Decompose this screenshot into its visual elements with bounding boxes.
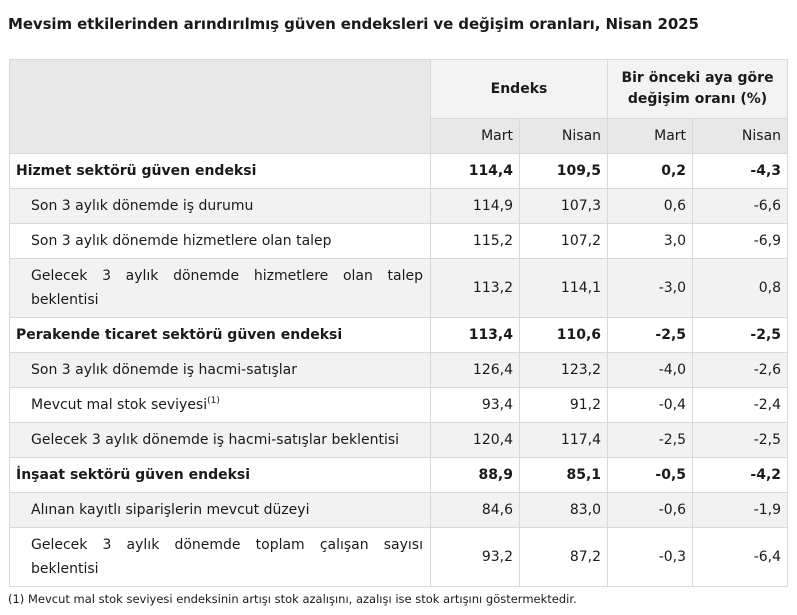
header-change-group: Bir önceki aya göre değişim oranı (%): [608, 60, 788, 119]
table-row-sector: [10, 458, 788, 493]
value-change-nisan: -2,6: [693, 353, 788, 388]
row-label-text: Gelecek 3 aylık dönemde iş hacmi-satışlar beklentisi: [31, 432, 400, 448]
table-row: [10, 388, 788, 423]
value-change-mart: -3,0: [608, 259, 693, 318]
row-label-text: Perakende ticaret sektörü güven endeksi: [16, 327, 343, 343]
row-label: [10, 154, 431, 189]
header-change-mart: Mart: [608, 119, 693, 154]
value-index-mart: 93,4: [431, 388, 520, 423]
value-change-nisan: -6,4: [693, 528, 788, 587]
value-index-nisan: 107,2: [520, 224, 608, 259]
value-change-mart: 3,0: [608, 224, 693, 259]
value-change-nisan: -2,5: [693, 318, 788, 353]
value-index-mart: 88,9: [431, 458, 520, 493]
value-change-nisan: 0,8: [693, 259, 788, 318]
value-change-mart: 0,6: [608, 189, 693, 224]
footnote: (1) Mevcut mal stok seviyesi endeksinin artışı stok azalışını, azalışı ise stok artışını göstermektedir.: [8, 592, 577, 606]
value-index-mart: 115,2: [431, 224, 520, 259]
table-row: [10, 189, 788, 224]
value-index-nisan: 83,0: [520, 493, 608, 528]
value-index-nisan: 87,2: [520, 528, 608, 587]
table-row: [10, 528, 788, 587]
table-row-sector: [10, 318, 788, 353]
value-change-nisan: -1,9: [693, 493, 788, 528]
row-label-text: Son 3 aylık dönemde iş durumu: [31, 198, 254, 214]
value-index-nisan: 109,5: [520, 154, 608, 189]
value-index-mart: 84,6: [431, 493, 520, 528]
row-label-text: Alınan kayıtlı siparişlerin mevcut düzeyi: [31, 502, 310, 518]
value-index-mart: 113,2: [431, 259, 520, 318]
value-change-mart: -2,5: [608, 318, 693, 353]
row-label-text: İnşaat sektörü güven endeksi: [16, 467, 251, 483]
page-title: Mevsim etkilerinden arındırılmış güven endeksleri ve değişim oranları, Nisan 2025: [8, 15, 699, 33]
table-row-sector: [10, 154, 788, 189]
table-row: [10, 224, 788, 259]
row-label: [10, 318, 431, 353]
row-label-text: Son 3 aylık dönemde hizmetlere olan talep: [31, 233, 332, 249]
value-change-nisan: -6,9: [693, 224, 788, 259]
value-change-nisan: -6,6: [693, 189, 788, 224]
value-index-nisan: 91,2: [520, 388, 608, 423]
header-index-group: Endeks: [431, 60, 608, 119]
row-label: [10, 259, 431, 318]
value-change-nisan: -2,4: [693, 388, 788, 423]
table-row: [10, 353, 788, 388]
value-change-mart: -0,6: [608, 493, 693, 528]
value-index-nisan: 107,3: [520, 189, 608, 224]
value-index-mart: 93,2: [431, 528, 520, 587]
value-index-mart: 113,4: [431, 318, 520, 353]
value-index-nisan: 85,1: [520, 458, 608, 493]
header-index-nisan: Nisan: [520, 119, 608, 154]
row-label: [10, 388, 431, 423]
row-label-text: Gelecek 3 aylık dönemde toplam çalışan sayısı beklentisi: [31, 537, 423, 577]
confidence-index-table: [9, 59, 788, 587]
value-index-nisan: 114,1: [520, 259, 608, 318]
value-change-nisan: -4,3: [693, 154, 788, 189]
value-change-mart: 0,2: [608, 154, 693, 189]
table-row: [10, 423, 788, 458]
header-index-mart: Mart: [431, 119, 520, 154]
row-label-text: Gelecek 3 aylık dönemde hizmetlere olan talep beklentisi: [31, 268, 423, 308]
value-index-mart: 120,4: [431, 423, 520, 458]
row-label: [10, 423, 431, 458]
header-change-nisan: Nisan: [693, 119, 788, 154]
value-change-mart: -0,3: [608, 528, 693, 587]
row-label: [10, 458, 431, 493]
value-change-mart: -0,5: [608, 458, 693, 493]
row-label-text: Mevcut mal stok seviyesi: [31, 397, 208, 413]
row-label: [10, 189, 431, 224]
value-index-mart: 114,4: [431, 154, 520, 189]
row-label: [10, 528, 431, 587]
row-label: [10, 493, 431, 528]
row-label-text: Hizmet sektörü güven endeksi: [16, 163, 257, 179]
value-index-nisan: 117,4: [520, 423, 608, 458]
value-change-nisan: -2,5: [693, 423, 788, 458]
value-index-nisan: 110,6: [520, 318, 608, 353]
row-label: [10, 353, 431, 388]
footnote-marker: (1): [207, 396, 220, 406]
value-change-mart: -2,5: [608, 423, 693, 458]
row-label: [10, 224, 431, 259]
value-change-nisan: -4,2: [693, 458, 788, 493]
row-label-text: Son 3 aylık dönemde iş hacmi-satışlar: [31, 362, 297, 378]
table-row: [10, 259, 788, 318]
value-change-mart: -0,4: [608, 388, 693, 423]
value-index-mart: 126,4: [431, 353, 520, 388]
value-change-mart: -4,0: [608, 353, 693, 388]
value-index-nisan: 123,2: [520, 353, 608, 388]
header-blank-cell: [10, 60, 431, 154]
value-index-mart: 114,9: [431, 189, 520, 224]
table-row: [10, 493, 788, 528]
